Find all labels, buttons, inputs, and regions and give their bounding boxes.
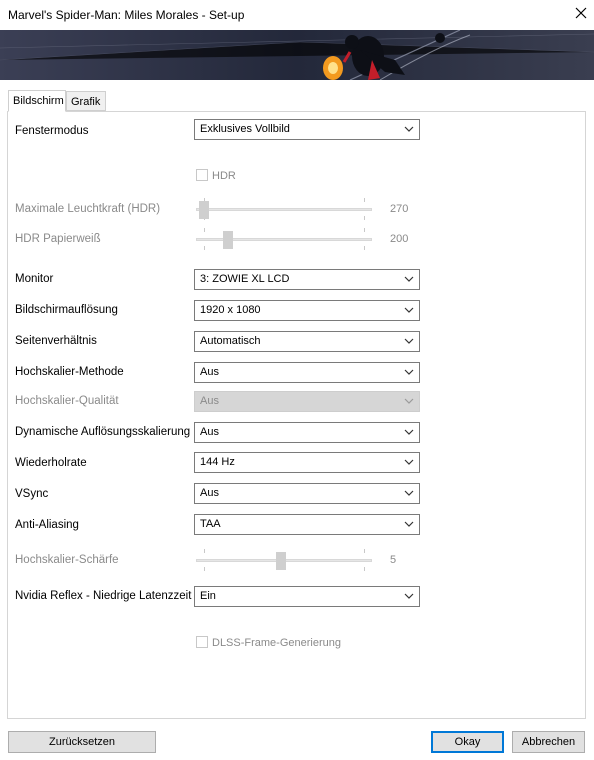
dyn-aufloesung-label: Dynamische Auflösungsskalierung: [15, 426, 191, 438]
slider-tick: [364, 216, 365, 220]
aufloesung-value: 1920 x 1080: [200, 304, 261, 316]
tab-bildschirm[interactable]: Bildschirm: [8, 90, 66, 112]
max-leuchtkraft-slider[interactable]: [196, 198, 372, 220]
chevron-down-icon: [404, 489, 414, 497]
anti-aliasing-value: TAA: [200, 518, 221, 530]
seitenverhaeltnis-label: Seitenverhältnis: [15, 335, 97, 347]
nvidia-reflex-select[interactable]: [194, 586, 420, 607]
slider-tick: [364, 549, 365, 553]
chevron-down-icon: [404, 306, 414, 314]
aufloesung-label: Bildschirmauflösung: [15, 304, 118, 316]
game-banner: [0, 30, 594, 80]
monitor-label: Monitor: [15, 273, 54, 285]
hochskalier-methode-label: Hochskalier-Methode: [15, 366, 124, 378]
hochskalier-schaerfe-value: 5: [390, 554, 397, 566]
hochskalier-qualitaet-label: Hochskalier-Qualität: [15, 395, 119, 407]
slider-tick: [364, 246, 365, 250]
hochskalier-qualitaet-select[interactable]: [194, 391, 420, 412]
tab-grafik[interactable]: Grafik: [66, 91, 106, 111]
slider-track: [196, 208, 372, 211]
dyn-aufloesung-value: Aus: [200, 426, 219, 438]
chevron-down-icon: [404, 275, 414, 283]
vsync-select[interactable]: [194, 483, 420, 504]
dyn-aufloesung-select[interactable]: [194, 422, 420, 443]
anti-aliasing-label: Anti-Aliasing: [15, 519, 79, 531]
chevron-down-icon: [404, 368, 414, 376]
slider-tick: [204, 567, 205, 571]
hdr-papierweiss-value: 200: [390, 233, 409, 245]
slider-tick: [364, 567, 365, 571]
chevron-down-icon: [404, 337, 414, 345]
aufloesung-select[interactable]: [194, 300, 420, 321]
slider-thumb[interactable]: [199, 201, 209, 219]
chevron-down-icon: [404, 125, 414, 133]
seitenverhaeltnis-select[interactable]: [194, 331, 420, 352]
dlss-frame-label: DLSS-Frame-Generierung: [212, 637, 341, 649]
chevron-down-icon: [404, 592, 414, 600]
hochskalier-qualitaet-value: Aus: [200, 395, 219, 407]
chevron-down-icon: [404, 428, 414, 436]
chevron-down-icon: [404, 458, 414, 466]
hdr-papierweiss-label: HDR Papierweiß: [15, 233, 101, 245]
title-bar: [0, 0, 594, 30]
hdr-papierweiss-slider[interactable]: [196, 228, 372, 250]
max-leuchtkraft-value: 270: [390, 203, 409, 215]
slider-tick: [364, 198, 365, 202]
slider-tick: [204, 246, 205, 250]
wiederholrate-value: 144 Hz: [200, 456, 235, 468]
dlss-frame-checkbox[interactable]: [196, 636, 208, 648]
fenstermodus-select[interactable]: [194, 119, 420, 140]
slider-thumb[interactable]: [223, 231, 233, 249]
fenstermodus-label: Fenstermodus: [15, 125, 89, 137]
vsync-label: VSync: [15, 488, 49, 500]
slider-thumb[interactable]: [276, 552, 286, 570]
nvidia-reflex-value: Ein: [200, 590, 216, 602]
chevron-down-icon: [404, 520, 414, 528]
wiederholrate-label: Wiederholrate: [15, 457, 87, 469]
hdr-checkbox[interactable]: [196, 169, 208, 181]
banner-artwork: [0, 30, 594, 80]
close-icon[interactable]: [574, 6, 588, 20]
hochskalier-methode-value: Aus: [200, 366, 219, 378]
vsync-value: Aus: [200, 487, 219, 499]
max-leuchtkraft-label: Maximale Leuchtkraft (HDR): [15, 203, 161, 215]
reset-button[interactable]: Zurücksetzen: [8, 731, 156, 753]
cancel-button[interactable]: Abbrechen: [512, 731, 585, 753]
monitor-select[interactable]: [194, 269, 420, 290]
anti-aliasing-select[interactable]: [194, 514, 420, 535]
wiederholrate-select[interactable]: [194, 452, 420, 473]
hochskalier-schaerfe-label: Hochskalier-Schärfe: [15, 554, 119, 566]
fenstermodus-value: Exklusives Vollbild: [200, 123, 290, 135]
seitenverhaeltnis-value: Automatisch: [200, 335, 261, 347]
hdr-label: HDR: [212, 170, 236, 182]
hochskalier-schaerfe-slider[interactable]: [196, 549, 372, 571]
ok-button[interactable]: Okay: [431, 731, 504, 753]
slider-tick: [364, 228, 365, 232]
nvidia-reflex-label: Nvidia Reflex - Niedrige Latenzzeit: [15, 590, 192, 602]
window-title: Marvel's Spider-Man: Miles Morales - Set-up: [8, 8, 245, 22]
chevron-down-icon: [404, 397, 414, 405]
hochskalier-methode-select[interactable]: [194, 362, 420, 383]
slider-tick: [204, 228, 205, 232]
slider-tick: [204, 549, 205, 553]
monitor-value: 3: ZOWIE XL LCD: [200, 273, 290, 285]
